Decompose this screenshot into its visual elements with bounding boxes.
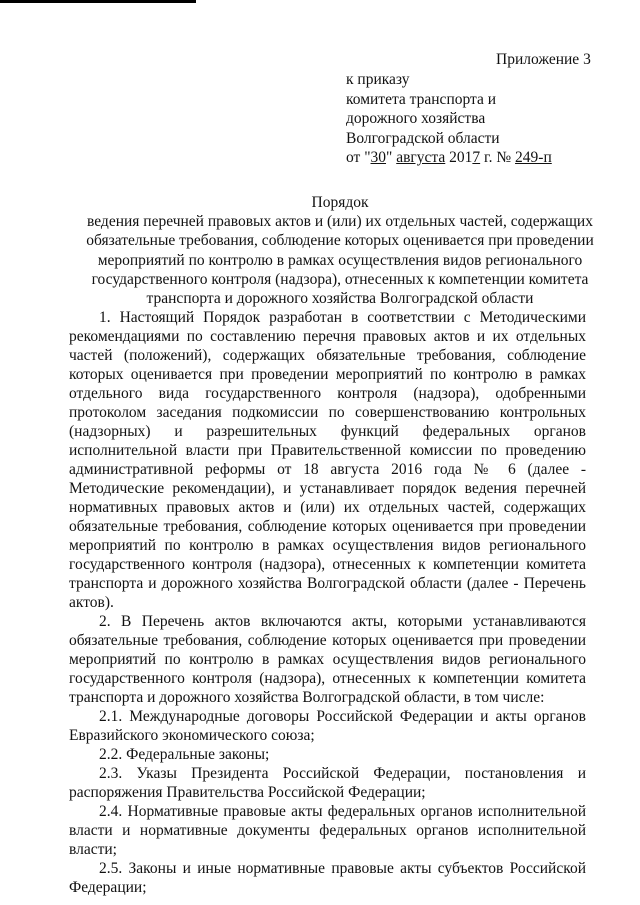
date-year-digit: 7 <box>472 149 481 166</box>
date-month: августа <box>396 149 446 166</box>
order-line: Волгоградской области <box>346 129 500 147</box>
title-line: ведения перечней правовых актов и (или) их отдельных частей, содержащих <box>87 213 593 231</box>
document-body <box>69 308 586 897</box>
paragraph-2-4: 2.4. Нормативные правовые акты федеральных органов исполнительной власти и нормативные документы федеральных органов исполнительной власти; <box>69 803 586 858</box>
title-heading: Порядок <box>311 194 369 211</box>
paragraph-2-2: 2.2. Федеральные законы; <box>99 746 270 763</box>
title-line: обязательные требования, соблюдение которых оценивается при проведении <box>86 232 594 250</box>
paragraph-1: 1. Настоящий Порядок разработан в соответствии с Методическими рекомендациями по составлению перечня правовых актов и их отдельных частей (положений), содержащих обязательные требования, соблюдение которых оценивается при проведении мероприятий по контролю в рамках отдельного вида государственного контроля (надзора), одобренными протоколом заседания подкомиссии по совершенствованию контрольных (надзорных) и разрешительных функций федеральных органов исполнительной власти при Правительственной комиссии по проведению административной реформы от 18 августа 2016 года № 6 (далее - Методические рекомендации), и устанавливает порядок ведения перечней нормативных правовых актов и (или) их отдельных частей, содержащих обязательные требования, соблюдение которых оценивается при проведении мероприятий по контролю в рамках осуществления видов регионального государственного контроля (надзора), отнесенных к компетенции комитета транспорта и дорожного хозяйства Волгоградской области (далее - Перечень актов). <box>69 309 586 611</box>
order-line: к приказу <box>346 71 410 88</box>
date-day: 30 <box>370 149 387 166</box>
document-title <box>60 193 620 308</box>
order-number: 249-п <box>515 149 552 166</box>
title-line: транспорта и дорожного хозяйства Волгоградской области <box>146 290 534 308</box>
scan-edge-mark <box>0 0 196 3</box>
order-line: комитета транспорта и <box>346 90 497 108</box>
paragraph-2-1: 2.1. Международные договоры Российской Федерации и акты органов Евразийского экономического союза; <box>69 708 586 744</box>
appendix-label: Приложение 3 <box>496 51 591 68</box>
order-line: дорожного хозяйства <box>346 110 486 127</box>
title-line: мероприятий по контролю в рамках осуществления видов регионального <box>97 251 583 269</box>
order-reference <box>346 70 552 168</box>
date-year-suffix: г. № <box>480 149 516 166</box>
title-line: государственного контроля (надзора), отнесенных к компетенции комитета <box>91 270 589 288</box>
date-year-prefix: 201 <box>445 149 473 166</box>
date-prefix: от " <box>346 149 371 166</box>
paragraph-2-5: 2.5. Законы и иные нормативные правовые акты субъектов Российской Федерации; <box>69 860 586 896</box>
paragraph-2: 2. В Перечень актов включаются акты, которыми устанавливаются обязательные требования, соблюдение которых оценивается при проведении мероприятий по контролю в рамках осуществления видов регионального государственного контроля (надзора), отнесенных к компетенции комитета транспорта и дорожного хозяйства Волгоградской области, в том числе: <box>69 613 586 706</box>
date-mid: " <box>386 149 397 166</box>
paragraph-2-3: 2.3. Указы Президента Российской Федерации, постановления и распоряжения Правительства Российской Федерации; <box>69 765 586 801</box>
order-date-line <box>346 148 552 168</box>
